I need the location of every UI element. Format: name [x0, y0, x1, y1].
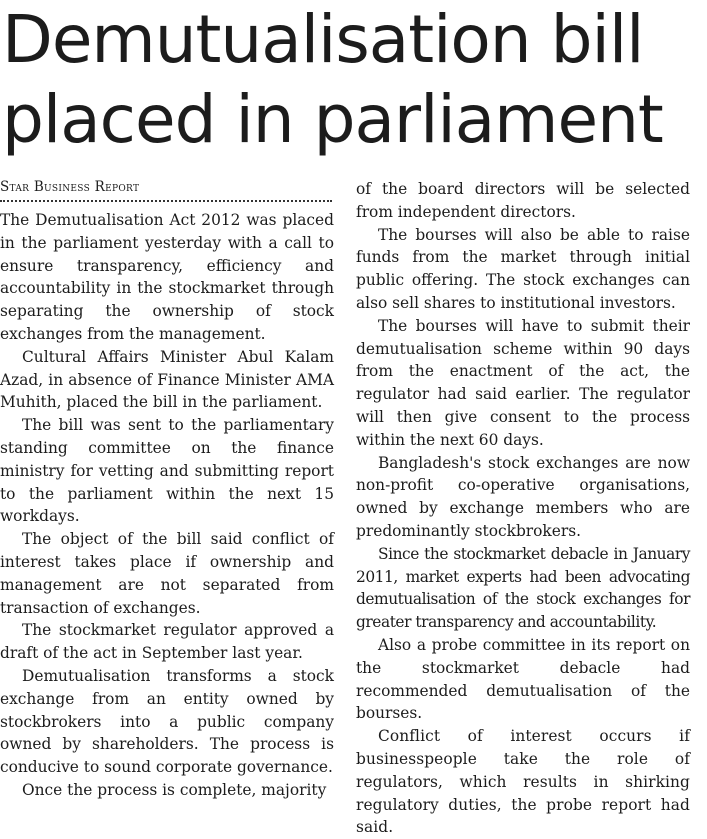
paragraph: Bangladesh's stock exchanges are now non-profit co-operative organisations, owned by exchange members who are predominantly stockbrokers. [356, 453, 690, 540]
dotted-divider [0, 200, 332, 202]
paragraph: Once the process is complete, majority [22, 780, 327, 799]
paragraph: The object of the bill said conflict of interest takes place if ownership and management are not separated from transaction of exchanges. [0, 530, 334, 617]
paragraph: Cultural Affairs Minister Abul Kalam Azad, in absence of Finance Minister AMA Muhith, placed the bill in the parliament. [0, 347, 334, 412]
paragraph: of the board directors will be selected from independent directors. [356, 180, 690, 221]
left-column [0, 178, 334, 802]
paragraph: Conflict of interest occurs if businesspeople take the role of regulators, which results in shirking regulatory duties, the probe report had said. [356, 727, 690, 837]
paragraph: The stockmarket regulator approved a draft of the act in September last year. [0, 621, 334, 663]
paragraph: The bill was sent to the parliamentary standing committee on the finance ministry for vetting and submitting report to the parliament within the next 15 workdays. [0, 416, 334, 526]
paragraph: Since the stockmarket debacle in January 2011, market experts had been advocating demutualisation of the stock exchanges for greater transparency and accountability. [356, 544, 690, 632]
paragraph: Also a probe committee in its report on the stockmarket debacle had recommended demutualisation of the bourses. [356, 635, 690, 723]
paragraph: Demutualisation transforms a stock exchange from an entity owned by stockbrokers into a public company owned by shareholders. The process is conducive to sound corporate governance. [0, 666, 334, 777]
headline-line-2: placed in parliament [2, 81, 663, 158]
headline-line-1: Demutualisation bill [2, 1, 644, 78]
paragraph: The bourses will have to submit their demutualisation scheme within 90 days from the enactment of the act, the regulator had said earlier. The regulator will then give consent to the process within the next 60 days. [356, 316, 690, 449]
paragraph: The bourses will also be able to raise funds from the market through initial public offering. The stock exchanges can also sell shares to institutional investors. [356, 225, 690, 312]
right-column [356, 178, 690, 839]
headline [2, 0, 702, 160]
paragraph: The Demutualisation Act 2012 was placed in the parliament yesterday with a call to ensure transparency, efficiency and accountability in the stockmarket through separating the ownership of stock exchanges from the management. [0, 211, 334, 343]
byline: Star Business Report [0, 179, 140, 195]
